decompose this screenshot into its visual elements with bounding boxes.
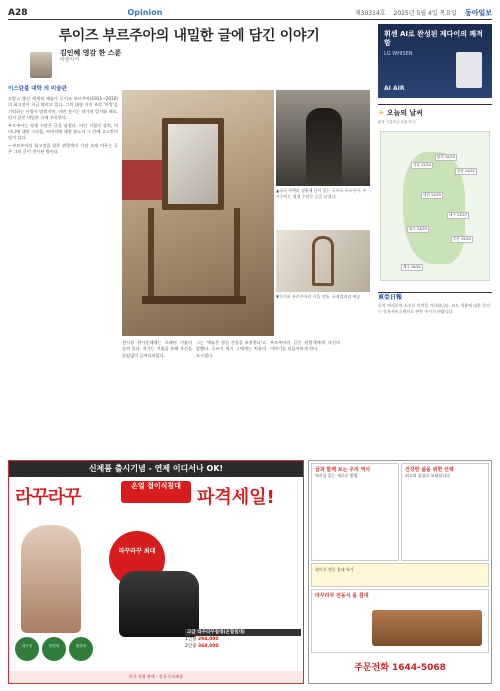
mirror-stand bbox=[148, 208, 240, 304]
paragraph: 프랑스 출신 세계적 예술가 루이즈 부르주아(1911~2010)의 회고전이 지금 열리고 있다. 그의 대형 거미 조각 '마망'을 기억하는 사람이 많겠지만, 이번 전시는 작가의 일기와 메모, 편지 같은 내밀한 글에 주목한다. bbox=[8, 96, 118, 120]
artwork-photo bbox=[276, 230, 370, 292]
ad-box[interactable]: 라꾸라꾸 전동식 돌 침대 bbox=[311, 589, 489, 653]
ad-brand: LG WHISEN bbox=[384, 51, 413, 57]
ad-subtitle: 온열 접이식침대 bbox=[121, 481, 191, 503]
photo-caption-1: ▲파리 자택의 정원에 앉아 있는 루이즈 부르주아. 부르주아는 평생 수많은 글을 남겼다. bbox=[276, 188, 367, 199]
section-label: Opinion bbox=[127, 8, 163, 17]
weather-title bbox=[378, 108, 492, 118]
order-phone[interactable]: 주문전화 1644-5068 bbox=[354, 663, 446, 673]
ad-box[interactable]: 건강한 삶을 위한 선택 최고의 품질로 보답합니다 bbox=[401, 463, 489, 561]
city-label: 제주 16/21 bbox=[403, 265, 421, 269]
side-ads[interactable] bbox=[308, 460, 492, 684]
city-label: 광주 13/25 bbox=[409, 227, 427, 231]
city-label: 부산 15/22 bbox=[453, 237, 471, 241]
product-image bbox=[456, 52, 482, 88]
ad-promo-circle: 라꾸라꾸 최대 bbox=[109, 531, 165, 587]
author-photo bbox=[30, 52, 52, 78]
sun-icon: ☀ bbox=[378, 109, 385, 117]
article-headline: 루이즈 부르주아의 내밀한 글에 담긴 이야기 bbox=[58, 28, 320, 44]
article-column-2: 전시장 한가운데에는 오래된 거울이 놓여 있다. 작가는 거울을 통해 자신을 끊임없이 들여다보았다. bbox=[122, 340, 192, 358]
author-role: 미술사가 bbox=[60, 57, 80, 63]
issue-date: 2025년 5월 4일 목요일 bbox=[393, 10, 457, 17]
mirror-glass bbox=[162, 118, 224, 210]
air-conditioner-ad[interactable] bbox=[378, 24, 492, 98]
ad-badges bbox=[15, 637, 93, 661]
city-label: 대구 13/27 bbox=[449, 213, 467, 217]
city-label: 대전 12/25 bbox=[423, 193, 441, 197]
weather-title-text: 오늘의 날씨 bbox=[386, 109, 423, 117]
ad-banner: 신제품 출시기념 - 연제 이디서나 OK! bbox=[9, 461, 303, 477]
badge: 내구성 bbox=[15, 637, 39, 661]
artwork-frame bbox=[312, 236, 334, 286]
city-label: 강릉 14/22 bbox=[457, 169, 475, 173]
mirror-photo bbox=[122, 90, 274, 336]
price-table bbox=[185, 629, 301, 650]
newspaper-notice bbox=[378, 292, 492, 456]
bed-ad[interactable] bbox=[8, 460, 304, 684]
page-number: A28 bbox=[8, 7, 28, 18]
ad-box[interactable]: 글과 함께 보는 우리 역사 역사를 읽는 새로운 방법 bbox=[311, 463, 399, 561]
issue-number: 제30314호 bbox=[354, 10, 386, 17]
artist-photo bbox=[276, 90, 370, 186]
author-name: 김인혜 영감 한 스푼 bbox=[60, 49, 122, 57]
notice-title: 東亞日報 bbox=[378, 294, 403, 301]
badge: 편리성 bbox=[69, 637, 93, 661]
paragraph: —부르주아의 회고전을 찾은 관람객이 가장 오래 머무는 곳은 그의 글이 전시된 방이다. bbox=[8, 143, 118, 155]
weather-map bbox=[380, 131, 490, 281]
price-row: 2인용 368,000 bbox=[185, 644, 219, 649]
photo-caption-2: ▼루이즈 부르주아의 거울 작품. 국제갤러리 제공 bbox=[276, 294, 361, 299]
ad-headline: 휘센 AI로 완성된 제다이의 쾌적함 bbox=[384, 30, 483, 47]
price-header: 고급 라꾸라꾸침대(온열침대) bbox=[185, 629, 301, 636]
paper-name: 동아일보 bbox=[464, 8, 492, 17]
weather-legend: 맑음 구름조금 흐림 비 눈 bbox=[378, 120, 417, 124]
paragraph: 부르주아는 평생 수많은 글을 남겼다. 어린 시절의 상처, 어머니에 대한 그리움, 아버지에 대한 분노가 그 안에 고스란히 담겨 있다. bbox=[8, 122, 118, 141]
article-column-1 bbox=[8, 96, 118, 456]
ad-footer: 본사 직영 판매 - 전국 무료배송 bbox=[9, 671, 303, 683]
ad-sale: 파격세일! bbox=[197, 487, 275, 508]
city-label: 서울 12/24 bbox=[413, 163, 431, 167]
product-image bbox=[372, 610, 482, 646]
mirror-base bbox=[142, 296, 246, 304]
ad-brand: 라꾸라꾸 bbox=[15, 487, 81, 508]
price-row: 1인용 294,000 bbox=[185, 637, 219, 642]
product-image bbox=[119, 571, 199, 637]
column-tagline: 이스탄불 대학 의 미술관 bbox=[8, 86, 67, 92]
article-column-4: 부르주아의 글은 관람객에게 자신의 이야기를 되돌아보게 한다. bbox=[270, 340, 340, 352]
ad-box[interactable]: 접이식 전동 침대 특가 bbox=[311, 563, 489, 587]
city-label: 춘천 10/25 bbox=[437, 155, 455, 159]
weather-panel bbox=[378, 104, 492, 284]
page-header bbox=[8, 6, 492, 20]
article-column-3: 그는 '예술은 정신 건강을 보장한다'고 말했다. 글쓰기 역시 그에게는 치유의 도구였다. bbox=[196, 340, 266, 358]
notice-body: 독자 여러분의 소중한 의견을 기다립니다. 보도 내용에 대한 문의는 독자서비스센터로 연락 주시기 바랍니다. bbox=[378, 302, 490, 314]
artist-figure bbox=[306, 108, 342, 186]
badge: 안전성 bbox=[42, 637, 66, 661]
ad-product: AI AIR bbox=[384, 85, 405, 92]
byline bbox=[60, 50, 180, 64]
ad-model bbox=[21, 525, 81, 633]
